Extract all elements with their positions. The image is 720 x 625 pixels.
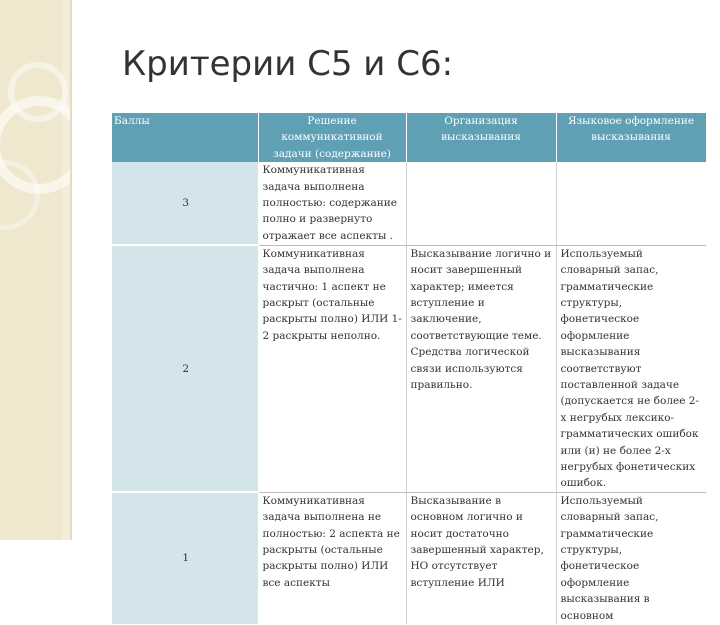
score-cell: 3: [112, 162, 258, 245]
decorative-side-rule: [70, 0, 72, 540]
organization-cell: [406, 162, 556, 245]
criteria-table: [112, 113, 707, 625]
decorative-side-band: [0, 0, 70, 540]
language-cell: [556, 162, 706, 245]
organization-cell: Высказывание логично и носит завершенный характер; имеется вступление и заключение, соответствующие теме. Средства логической связи используются правильно.: [406, 245, 556, 492]
table-header-row: [112, 113, 706, 162]
header-organization: Организация высказывания: [406, 113, 556, 162]
score-cell: 1: [112, 492, 258, 624]
decorative-ring: [8, 62, 68, 122]
content-cell: Коммуникативная задача выполнена частично: 1 аспект не раскрыт (остальные раскрыты полно) ИЛИ 1-2 раскрыты неполно.: [258, 245, 406, 492]
table-row: [112, 245, 706, 492]
language-cell: Используемый словарный запас, грамматические структуры, фонетическое оформление высказывания в основном: [556, 492, 706, 624]
content-cell: Коммуникативная задача выполнена не полностью: 2 аспекта не раскрыты (остальные раскрыты полно) ИЛИ все аспекты: [258, 492, 406, 624]
header-content: Решение коммуникативной задачи (содержание): [258, 113, 406, 162]
table-row: [112, 162, 706, 245]
organization-cell: Высказывание в основном логично и носит достаточно завершенный характер, НО отсутствует вступление ИЛИ: [406, 492, 556, 624]
slide-title: Критерии С5 и С6:: [122, 44, 454, 84]
header-language: Языковое оформление высказывания: [556, 113, 706, 162]
content-cell: Коммуникативная задача выполнена полностью: содержание полно и развернуто отражает все аспекты .: [258, 162, 406, 245]
language-cell: Используемый словарный запас, грамматические структуры, фонетическое оформление высказывания соответствуют поставленной задаче (допускается не более 2-х негрубых лексико-грамматических ошибок или (и) не более 2-х негрубых фонетических ошибок.: [556, 245, 706, 492]
header-score: Баллы: [112, 113, 258, 162]
score-cell: 2: [112, 245, 258, 492]
table-row: [112, 492, 706, 624]
